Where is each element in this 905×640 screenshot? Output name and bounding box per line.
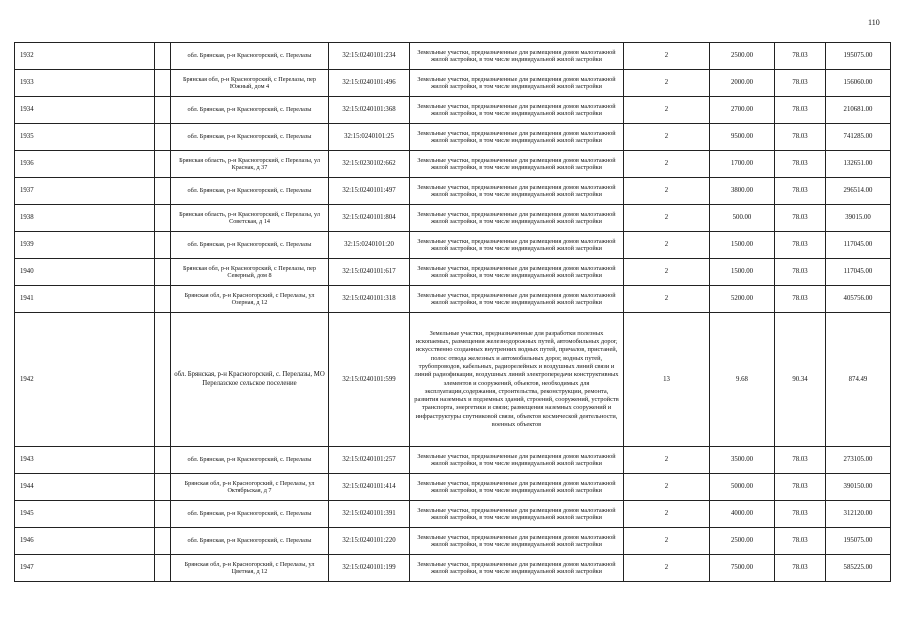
cadastral-number-cell: 32:15:0240101:220 xyxy=(329,528,410,555)
empty-cell xyxy=(155,555,171,582)
row-number-cell: 1934 xyxy=(15,97,155,124)
area-cell: 7500.00 xyxy=(710,555,775,582)
group-number-cell: 2 xyxy=(624,474,710,501)
address-cell: обл. Брянская, р-н Красногорский, с. Перелазы xyxy=(171,97,329,124)
row-number-cell: 1947 xyxy=(15,555,155,582)
specific-value-cell: 90.34 xyxy=(775,313,826,447)
cadastral-value-cell: 117045.00 xyxy=(826,259,891,286)
address-cell: Брянская обл, р-н Красногорский, с Перелазы, ул Цветная, д 12 xyxy=(171,555,329,582)
row-number-cell: 1935 xyxy=(15,124,155,151)
table-row xyxy=(15,178,891,205)
row-number-cell: 1940 xyxy=(15,259,155,286)
land-use-cell: Земельные участки, предназначенные для размещения домов малоэтажной жилой застройки, в том числе индивидуальной жилой застройки xyxy=(410,286,624,313)
table-row xyxy=(15,447,891,474)
group-number-cell: 2 xyxy=(624,70,710,97)
row-number-cell: 1942 xyxy=(15,313,155,447)
area-cell: 500.00 xyxy=(710,205,775,232)
cadastral-number-cell: 32:15:0240101:199 xyxy=(329,555,410,582)
row-number-cell: 1943 xyxy=(15,447,155,474)
cadastral-number-cell: 32:15:0240101:599 xyxy=(329,313,410,447)
table-row xyxy=(15,97,891,124)
specific-value-cell: 78.03 xyxy=(775,43,826,70)
group-number-cell: 2 xyxy=(624,178,710,205)
specific-value-cell: 78.03 xyxy=(775,205,826,232)
land-use-cell: Земельные участки, предназначенные для размещения домов малоэтажной жилой застройки, в том числе индивидуальной жилой застройки xyxy=(410,43,624,70)
area-cell: 9.68 xyxy=(710,313,775,447)
empty-cell xyxy=(155,447,171,474)
area-cell: 5000.00 xyxy=(710,474,775,501)
address-cell: Брянская область, р-н Красногорский, с Перелазы, ул Советская, д 14 xyxy=(171,205,329,232)
table-row xyxy=(15,501,891,528)
cadastral-value-cell: 405756.00 xyxy=(826,286,891,313)
land-use-cell: Земельные участки, предназначенные для размещения домов малоэтажной жилой застройки, в том числе индивидуальной жилой застройки xyxy=(410,124,624,151)
cadastral-number-cell: 32:15:0240101:257 xyxy=(329,447,410,474)
empty-cell xyxy=(155,124,171,151)
land-use-cell: Земельные участки, предназначенные для размещения домов малоэтажной жилой застройки, в том числе индивидуальной жилой застройки xyxy=(410,97,624,124)
table-row xyxy=(15,43,891,70)
address-cell: Брянская обл, р-н Красногорский, с Перелазы, пер Южный, дом 4 xyxy=(171,70,329,97)
area-cell: 2500.00 xyxy=(710,43,775,70)
table-body xyxy=(15,43,891,582)
group-number-cell: 2 xyxy=(624,528,710,555)
area-cell: 3500.00 xyxy=(710,447,775,474)
address-cell: обл. Брянская, р-н Красногорский, с. Перелазы xyxy=(171,178,329,205)
group-number-cell: 2 xyxy=(624,205,710,232)
address-cell: Брянская область, р-н Красногорский, с Перелазы, ул Краснак, д 37 xyxy=(171,151,329,178)
row-number-cell: 1938 xyxy=(15,205,155,232)
area-cell: 1700.00 xyxy=(710,151,775,178)
land-use-cell: Земельные участки, предназначенные для размещения домов малоэтажной жилой застройки, в том числе индивидуальной жилой застройки xyxy=(410,205,624,232)
row-number-cell: 1937 xyxy=(15,178,155,205)
row-number-cell: 1932 xyxy=(15,43,155,70)
land-use-cell: Земельные участки, предназначенные для размещения домов малоэтажной жилой застройки, в том числе индивидуальной жилой застройки xyxy=(410,447,624,474)
group-number-cell: 13 xyxy=(624,313,710,447)
specific-value-cell: 78.03 xyxy=(775,97,826,124)
cadastral-value-cell: 132651.00 xyxy=(826,151,891,178)
land-use-cell: Земельные участки, предназначенные для размещения домов малоэтажной жилой застройки, в том числе индивидуальной жилой застройки xyxy=(410,232,624,259)
cadastral-number-cell: 32:15:0240101:497 xyxy=(329,178,410,205)
table-row xyxy=(15,555,891,582)
area-cell: 1500.00 xyxy=(710,232,775,259)
table-row xyxy=(15,474,891,501)
land-use-cell: Земельные участки, предназначенные для размещения домов малоэтажной жилой застройки, в том числе индивидуальной жилой застройки xyxy=(410,259,624,286)
land-use-cell: Земельные участки, предназначенные для размещения домов малоэтажной жилой застройки, в том числе индивидуальной жилой застройки xyxy=(410,555,624,582)
group-number-cell: 2 xyxy=(624,124,710,151)
empty-cell xyxy=(155,313,171,447)
land-use-cell: Земельные участки, предназначенные для размещения домов малоэтажной жилой застройки, в том числе индивидуальной жилой застройки xyxy=(410,474,624,501)
empty-cell xyxy=(155,286,171,313)
specific-value-cell: 78.03 xyxy=(775,286,826,313)
specific-value-cell: 78.03 xyxy=(775,555,826,582)
area-cell: 9500.00 xyxy=(710,124,775,151)
cadastral-value-cell: 585225.00 xyxy=(826,555,891,582)
cadastral-number-cell: 32:15:0240101:617 xyxy=(329,259,410,286)
table-row xyxy=(15,259,891,286)
empty-cell xyxy=(155,259,171,286)
cadastral-number-cell: 32:15:0240101:25 xyxy=(329,124,410,151)
cadastral-value-cell: 312120.00 xyxy=(826,501,891,528)
table-row xyxy=(15,232,891,259)
empty-cell xyxy=(155,501,171,528)
empty-cell xyxy=(155,70,171,97)
area-cell: 2700.00 xyxy=(710,97,775,124)
cadastral-value-cell: 156060.00 xyxy=(826,70,891,97)
land-use-cell: Земельные участки, предназначенные для размещения домов малоэтажной жилой застройки, в том числе индивидуальной жилой застройки xyxy=(410,528,624,555)
page-number: 110 xyxy=(868,18,880,27)
empty-cell xyxy=(155,205,171,232)
group-number-cell: 2 xyxy=(624,259,710,286)
address-cell: обл. Брянская, р-н Красногорский, с. Перелазы xyxy=(171,528,329,555)
cadastral-number-cell: 32:15:0240101:234 xyxy=(329,43,410,70)
cadastral-number-cell: 32:15:0230102:662 xyxy=(329,151,410,178)
cadastral-value-cell: 273105.00 xyxy=(826,447,891,474)
address-cell: обл. Брянская, р-н Красногорский, с. Перелазы xyxy=(171,501,329,528)
land-use-cell: Земельные участки, предназначенные для размещения домов малоэтажной жилой застройки, в том числе индивидуальной жилой застройки xyxy=(410,501,624,528)
cadastral-number-cell: 32:15:0240101:318 xyxy=(329,286,410,313)
empty-cell xyxy=(155,474,171,501)
address-cell: обл. Брянская, р-н Красногорский, с. Перелазы xyxy=(171,43,329,70)
group-number-cell: 2 xyxy=(624,555,710,582)
specific-value-cell: 78.03 xyxy=(775,528,826,555)
cadastral-number-cell: 32:15:0240101:496 xyxy=(329,70,410,97)
specific-value-cell: 78.03 xyxy=(775,151,826,178)
empty-cell xyxy=(155,43,171,70)
cadastral-value-cell: 874.49 xyxy=(826,313,891,447)
table-row xyxy=(15,151,891,178)
empty-cell xyxy=(155,97,171,124)
area-cell: 2000.00 xyxy=(710,70,775,97)
cadastral-number-cell: 32:15:0240101:368 xyxy=(329,97,410,124)
specific-value-cell: 78.03 xyxy=(775,124,826,151)
cadastral-number-cell: 32:15:0240101:804 xyxy=(329,205,410,232)
table-row xyxy=(15,124,891,151)
empty-cell xyxy=(155,178,171,205)
specific-value-cell: 78.03 xyxy=(775,232,826,259)
table-row xyxy=(15,286,891,313)
row-number-cell: 1946 xyxy=(15,528,155,555)
row-number-cell: 1939 xyxy=(15,232,155,259)
area-cell: 2500.00 xyxy=(710,528,775,555)
empty-cell xyxy=(155,232,171,259)
cadastral-number-cell: 32:15:0240101:414 xyxy=(329,474,410,501)
table-row xyxy=(15,205,891,232)
area-cell: 3800.00 xyxy=(710,178,775,205)
land-use-cell: Земельные участки, предназначенные для размещения домов малоэтажной жилой застройки, в том числе индивидуальной жилой застройки xyxy=(410,178,624,205)
specific-value-cell: 78.03 xyxy=(775,447,826,474)
empty-cell xyxy=(155,528,171,555)
specific-value-cell: 78.03 xyxy=(775,501,826,528)
address-cell: Брянская обл, р-н Красногорский, с Перелазы, ул Октябрьская, д 7 xyxy=(171,474,329,501)
specific-value-cell: 78.03 xyxy=(775,70,826,97)
cadastral-value-cell: 210681.00 xyxy=(826,97,891,124)
area-cell: 5200.00 xyxy=(710,286,775,313)
cadastral-value-cell: 741285.00 xyxy=(826,124,891,151)
group-number-cell: 2 xyxy=(624,97,710,124)
specific-value-cell: 78.03 xyxy=(775,178,826,205)
table-row xyxy=(15,70,891,97)
cadastral-value-cell: 39015.00 xyxy=(826,205,891,232)
address-cell: Брянская обл, р-н Красногорский, с Перелазы, пер Северный, дом 8 xyxy=(171,259,329,286)
row-number-cell: 1941 xyxy=(15,286,155,313)
empty-cell xyxy=(155,151,171,178)
cadastral-number-cell: 32:15:0240101:391 xyxy=(329,501,410,528)
land-use-cell: Земельные участки, предназначенные для размещения домов малоэтажной жилой застройки, в том числе индивидуальной жилой застройки xyxy=(410,70,624,97)
cadastral-value-cell: 296514.00 xyxy=(826,178,891,205)
group-number-cell: 2 xyxy=(624,43,710,70)
cadastral-value-cell: 195075.00 xyxy=(826,43,891,70)
group-number-cell: 2 xyxy=(624,501,710,528)
row-number-cell: 1944 xyxy=(15,474,155,501)
address-cell: обл. Брянская, р-н Красногорский, с. Перелазы xyxy=(171,447,329,474)
cadastral-value-table xyxy=(14,42,891,582)
group-number-cell: 2 xyxy=(624,151,710,178)
cadastral-number-cell: 32:15:0240101:20 xyxy=(329,232,410,259)
group-number-cell: 2 xyxy=(624,286,710,313)
address-cell: Брянская обл, р-н Красногорский, с Перелазы, ул Озерная, д 12 xyxy=(171,286,329,313)
table-row xyxy=(15,528,891,555)
row-number-cell: 1933 xyxy=(15,70,155,97)
cadastral-value-cell: 195075.00 xyxy=(826,528,891,555)
row-number-cell: 1945 xyxy=(15,501,155,528)
cadastral-value-cell: 117045.00 xyxy=(826,232,891,259)
cadastral-value-cell: 390150.00 xyxy=(826,474,891,501)
address-cell: обл. Брянская, р-н Красногорский, с. Перелазы xyxy=(171,232,329,259)
area-cell: 1500.00 xyxy=(710,259,775,286)
area-cell: 4000.00 xyxy=(710,501,775,528)
land-use-cell: Земельные участки, предназначенные для размещения домов малоэтажной жилой застройки, в том числе индивидуальной жилой застройки xyxy=(410,151,624,178)
specific-value-cell: 78.03 xyxy=(775,474,826,501)
table-row xyxy=(15,313,891,447)
row-number-cell: 1936 xyxy=(15,151,155,178)
specific-value-cell: 78.03 xyxy=(775,259,826,286)
address-cell: обл. Брянская, р-н Красногорский, с. Перелазы, МО Перелазское сельское поселение xyxy=(171,313,329,447)
group-number-cell: 2 xyxy=(624,232,710,259)
land-use-cell: Земельные участки, предназначенные для разработки полезных ископаемых, размещения железнодорожных путей, автомобильных дорог, искусственно созданных внутренних водных путей, причалов, пристаней, полос отвода железных и автомобильных дорог, водных путей, трубопроводов, кабельных, радиорелейных и воздушных линий связи и линий радиофикации, воздушных линий электропередачи конструктивных элементов и сооружений, объектов, необходимых для эксплуатации,содержания, строительства, реконструкции, ремонта, развития наземных и подземных зданий, строений, сооружений, устройств транспорта, энергетики и связи; размещения наземных сооружений и инфраструктуры спутниковой связи, объектов космической деятельности, военных объектов xyxy=(410,313,624,447)
group-number-cell: 2 xyxy=(624,447,710,474)
address-cell: обл. Брянская, р-н Красногорский, с. Перелазы xyxy=(171,124,329,151)
